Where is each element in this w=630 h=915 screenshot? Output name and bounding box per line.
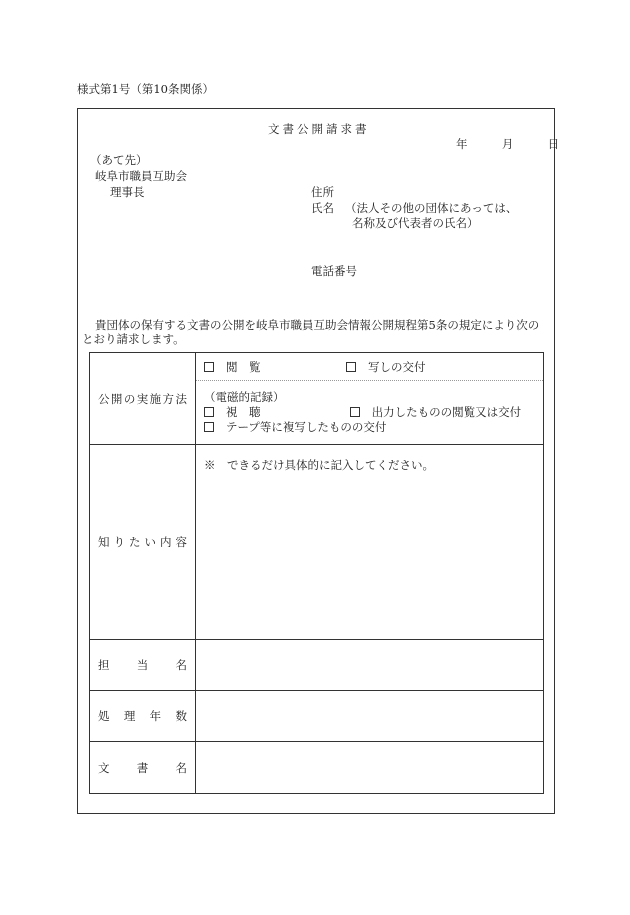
checkbox-view[interactable] [204, 362, 214, 372]
checkbox-copy[interactable] [346, 362, 356, 372]
request-table [89, 352, 544, 794]
person-field[interactable] [196, 640, 544, 691]
addressee-org: 岐阜市職員互助会 [95, 169, 187, 183]
checkbox-output[interactable] [350, 407, 360, 417]
document-label: 文 書 名 [90, 742, 196, 794]
document-field[interactable] [196, 742, 544, 794]
document-row [90, 742, 544, 794]
date-month: 月 [501, 137, 514, 151]
name-note-line1: （法人その他の団体にあっては、 [345, 201, 518, 215]
option-tape[interactable]: テープ等に複写したものの交付 [204, 420, 386, 435]
electronic-record-label: （電磁的記録） [204, 390, 285, 404]
years-field[interactable] [196, 691, 544, 742]
intro-line1: 貴団体の保有する文書の公開を岐阜市職員互助会情報公開規程第5条の規定により次の [95, 318, 540, 332]
option-output[interactable]: 出力したものの閲覧又は交付 [350, 405, 522, 420]
method-label: 公 開 の 実 施 方 法 [90, 353, 196, 445]
method-row [90, 353, 544, 445]
person-label: 担 当 名 [90, 640, 196, 691]
form-number: 様式第1号（第10条関係） [77, 82, 214, 96]
content-label: 知 り た い 内 容 [90, 445, 196, 640]
content-field[interactable] [196, 445, 544, 640]
addressee-position: 理事長 [110, 185, 145, 199]
checkbox-listen[interactable] [204, 407, 214, 417]
date-line [456, 137, 559, 152]
person-row [90, 640, 544, 691]
phone-label: 電話番号 [311, 264, 357, 278]
years-row [90, 691, 544, 742]
name-label: 氏名 [311, 201, 334, 215]
option-listen[interactable]: 視 聴 [204, 405, 346, 420]
intro-line2: とおり請求します。 [82, 332, 185, 346]
content-note: ※ できるだけ具体的に記入してください。 [204, 458, 434, 472]
address-label: 住所 [311, 185, 334, 199]
date-day: 日 [547, 137, 560, 151]
method-options [196, 353, 544, 445]
document-title: 文書公開請求書 [268, 122, 370, 136]
addressee-label: （あて先） [90, 153, 148, 167]
option-view[interactable]: 閲 覧 [204, 359, 346, 375]
content-row [90, 445, 544, 640]
option-copy[interactable]: 写しの交付 [346, 359, 426, 375]
date-year: 年 [456, 137, 468, 151]
years-label: 処 理 年 数 [90, 691, 196, 742]
checkbox-tape[interactable] [204, 422, 214, 432]
name-note-line2: 名称及び代表者の氏名） [352, 216, 479, 230]
